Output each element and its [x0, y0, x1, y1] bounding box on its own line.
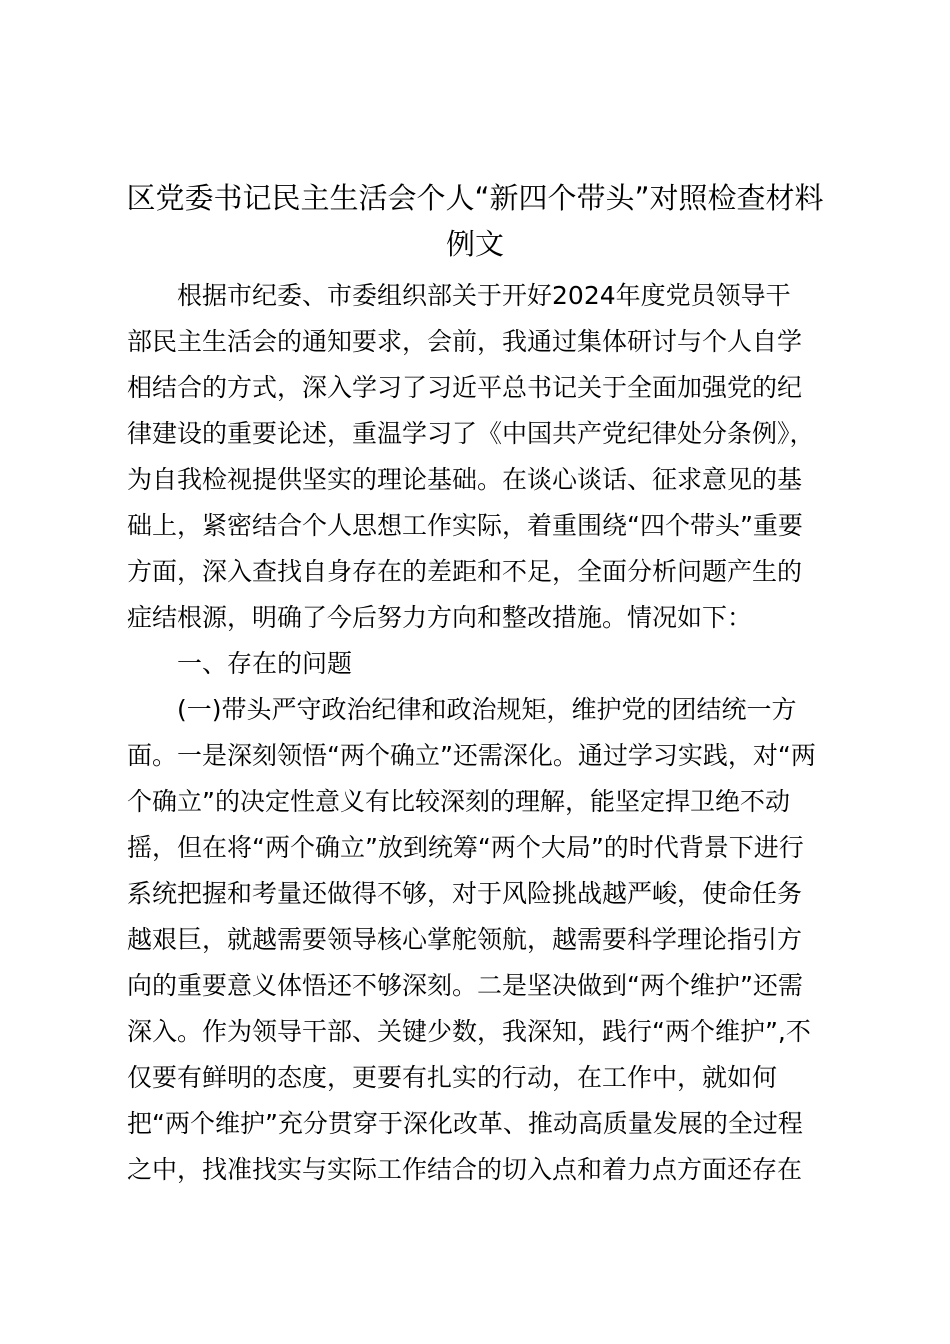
body-line: 把“两个维护”充分贯穿于深化改革、推动高质量发展的全过程 [127, 1109, 803, 1138]
body-line: 个确立”的决定性意义有比较深刻的理解，能坚定捍卫绝不动 [127, 787, 790, 816]
body-line: 部民主生活会的通知要求，会前，我通过集体研讨与个人自学 [127, 327, 803, 356]
section-heading: 一、存在的问题 [177, 649, 353, 678]
body-line: (一)带头严守政治纪律和政治规矩，维护党的团结统一方 [177, 695, 797, 724]
body-line: 仅要有鲜明的态度，更要有扎实的行动，在工作中，就如何 [127, 1063, 778, 1092]
body-line: 越艰巨，就越需要领导核心掌舵领航，越需要科学理论指引方 [127, 925, 803, 954]
document-title-line-1: 区党委书记民主生活会个人“新四个带头”对照检查材料 [126, 181, 824, 215]
body-line: 之中，找准找实与实际工作结合的切入点和着力点方面还存在 [127, 1155, 803, 1184]
body-line: 律建设的重要论述，重温学习了《中国共产党纪律处分条例》， [127, 419, 815, 448]
body-line: 相结合的方式，深入学习了习近平总书记关于全面加强党的纪 [127, 373, 803, 402]
body-line: 面。一是深刻领悟“两个确立”还需深化。通过学习实践，对“两 [127, 741, 816, 770]
body-line: 为自我检视提供坚实的理论基础。在谈心谈话、征求意见的基 [127, 465, 803, 494]
body-line: 向的重要意义体悟还不够深刻。二是坚决做到“两个维护”还需 [127, 971, 803, 1000]
body-line: 方面，深入查找自身存在的差距和不足，全面分析问题产生的 [127, 557, 803, 586]
body-line: 系统把握和考量还做得不够，对于风险挑战越严峻，使命任务 [127, 879, 803, 908]
body-line: 摇，但在将“两个确立”放到统筹“两个大局”的时代背景下进行 [127, 833, 804, 862]
body-line: 深入。作为领导干部、关键少数，我深知，践行“两个维护”,不 [127, 1017, 811, 1046]
document-title-line-2: 例文 [445, 227, 504, 261]
body-line: 根据市纪委、市委组织部关于开好2024年度党员领导干 [177, 281, 791, 310]
body-line: 础上，紧密结合个人思想工作实际，着重围绕“四个带头”重要 [127, 511, 803, 540]
body-line: 症结根源，明确了今后努力方向和整改措施。情况如下： [127, 603, 753, 632]
